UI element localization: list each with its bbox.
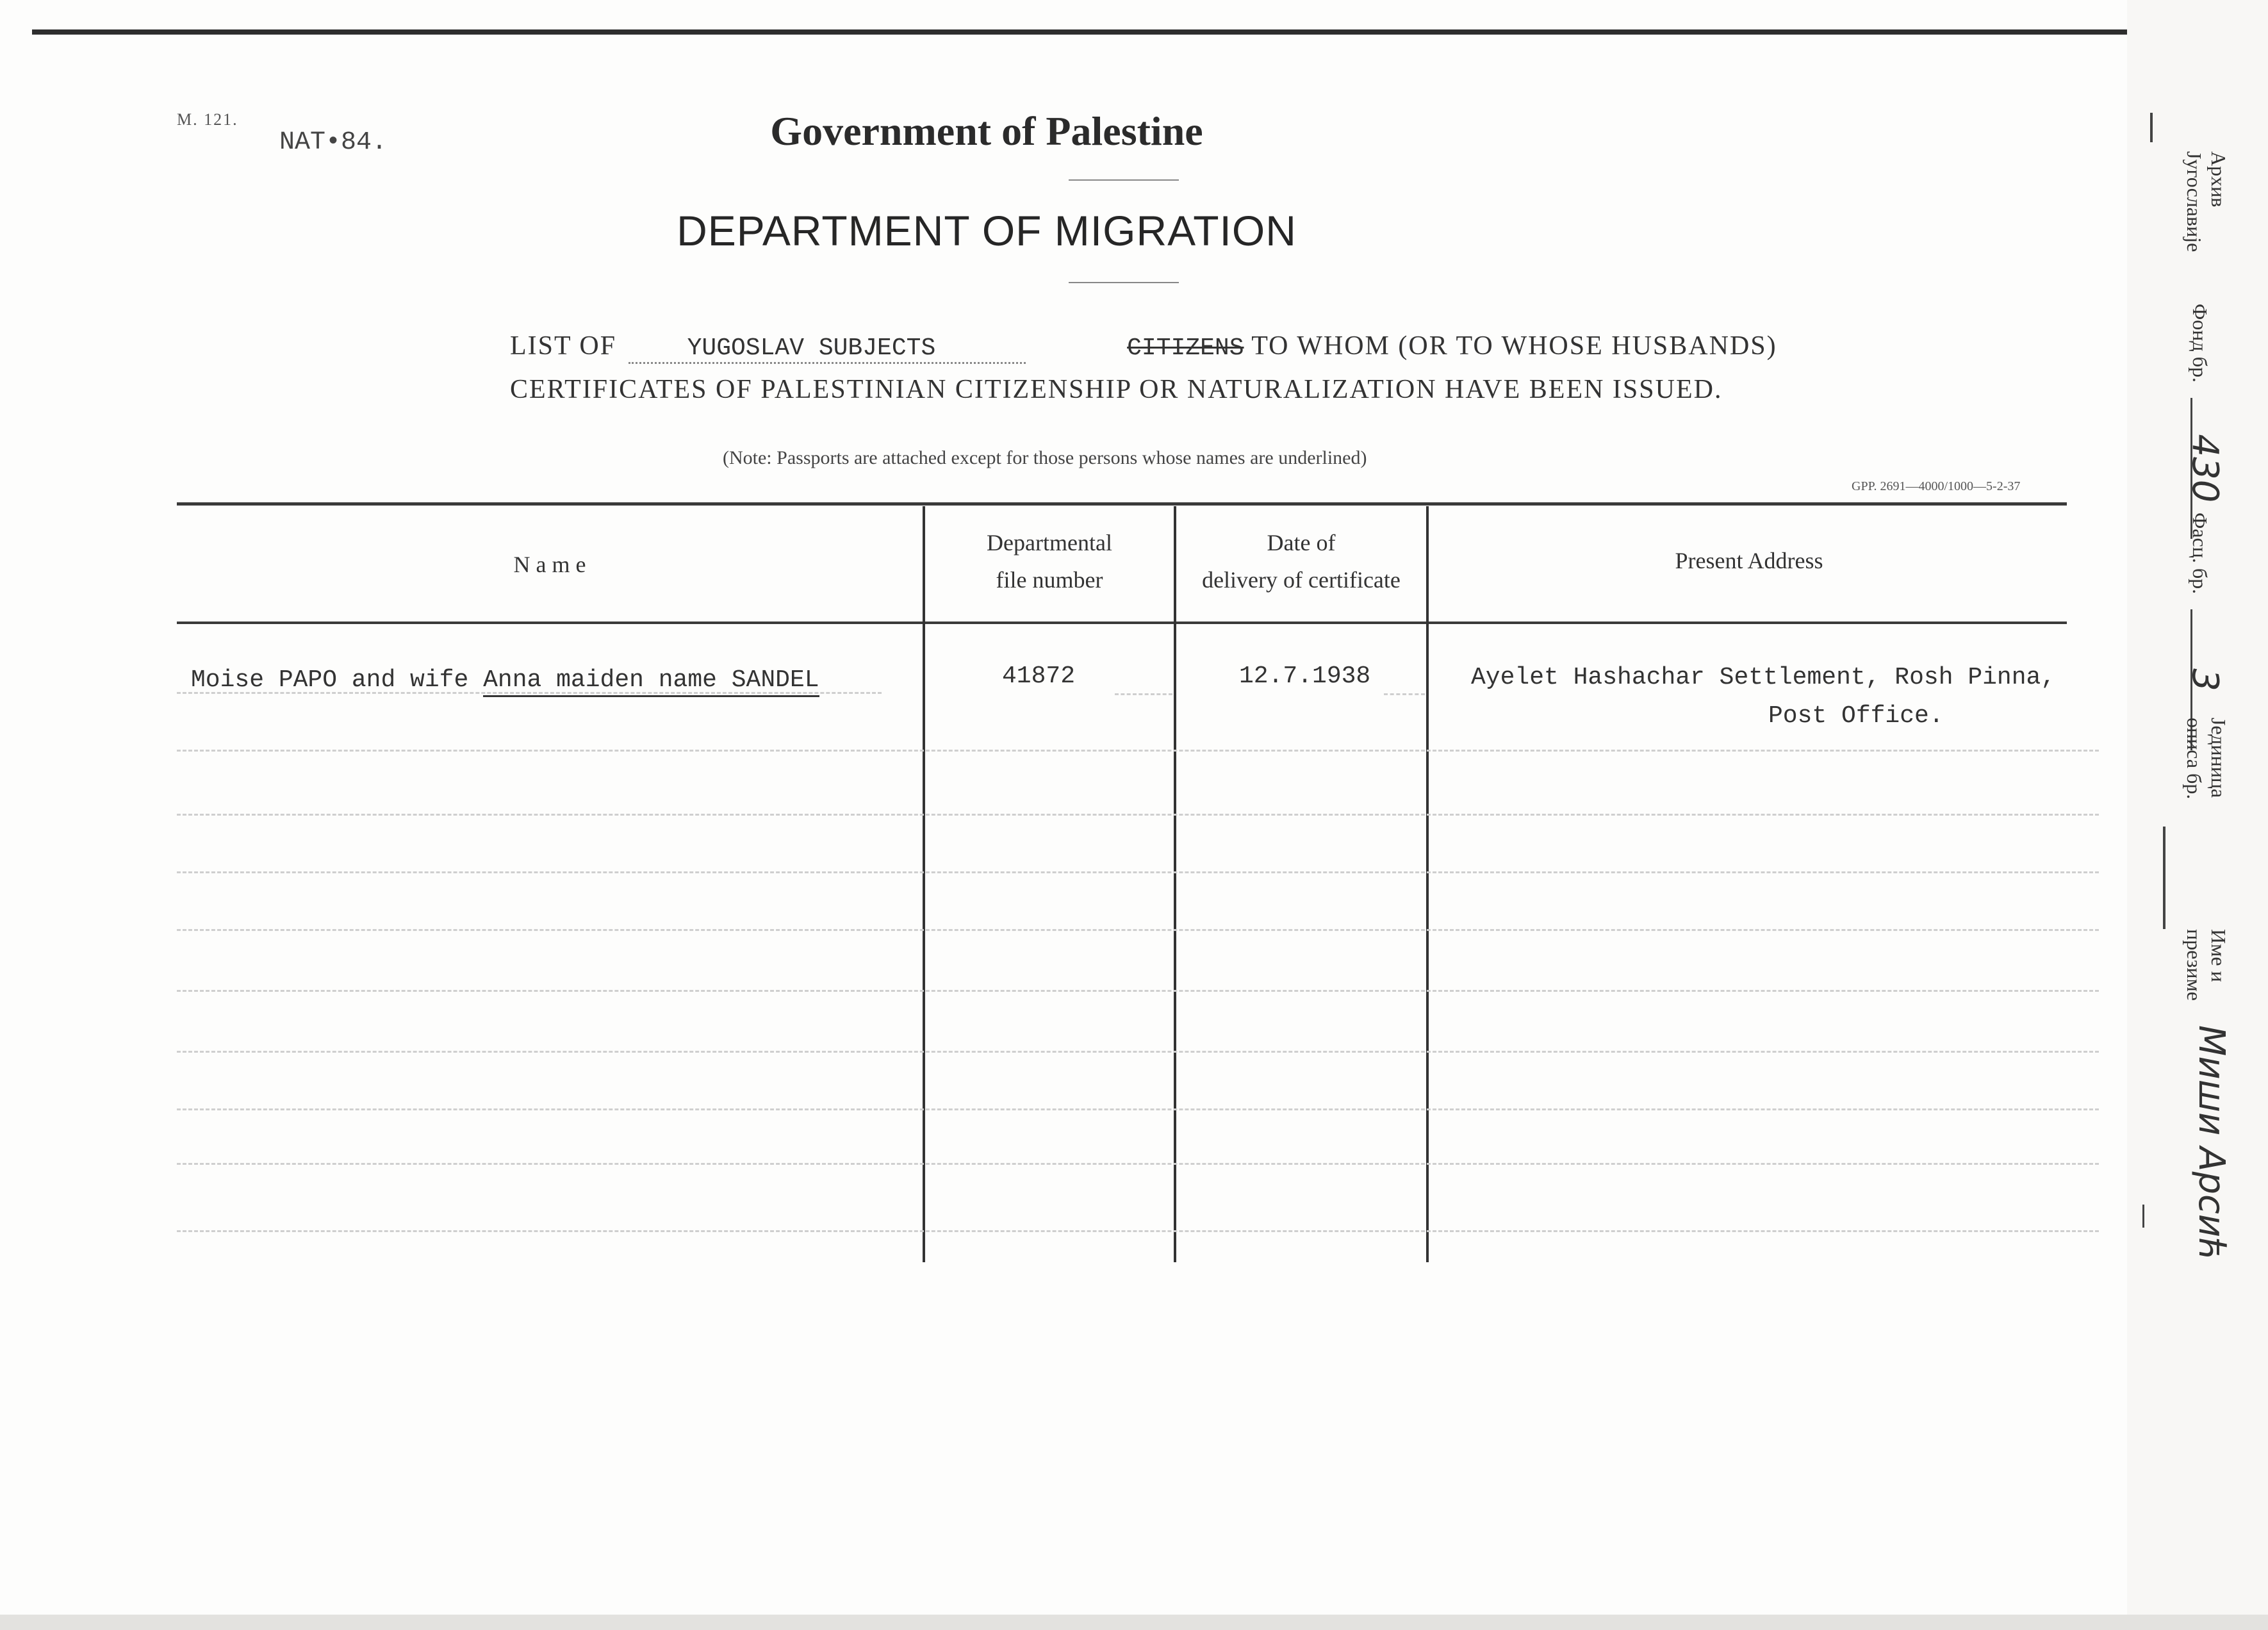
list-statement-line2: CERTIFICATES OF PALESTINIAN CITIZENSHIP OR NATURALIZATION HAVE BEEN ISSUED. <box>510 375 1723 404</box>
header-date <box>1176 524 1426 598</box>
fond-label: Фонд бр. <box>2189 304 2212 383</box>
row-line <box>177 990 2099 993</box>
row-line <box>177 750 2099 753</box>
row-line <box>177 814 2099 817</box>
print-code: GPP. 2691—4000/1000—5-2-37 <box>1852 479 2021 493</box>
header-file-line1: Departmental <box>987 530 1112 556</box>
name-line1: Име и <box>2207 929 2230 982</box>
row-line <box>1384 693 1425 696</box>
nat-stamp: NAT•84. <box>279 128 388 157</box>
margin-mark <box>2142 1205 2144 1228</box>
row-line <box>177 1230 2099 1233</box>
unit-value-line <box>2163 827 2165 929</box>
nationality-field: YUGOSLAV SUBJECTS <box>629 334 1026 364</box>
header-address <box>1429 542 2069 579</box>
delivery-date-value: 12.7.1938 <box>1239 663 1371 690</box>
unit-line1: Јединица <box>2207 718 2230 798</box>
row-line <box>177 871 2099 875</box>
fasc-field <box>2184 513 2226 750</box>
row-line <box>177 1108 2099 1112</box>
archive-label <box>2182 151 2231 252</box>
struck-word: CITIZENS <box>1127 334 1244 362</box>
form-code: M. 121. <box>177 110 238 129</box>
header-date-line2: delivery of certificate <box>1202 567 1401 593</box>
title-divider <box>1069 179 1179 181</box>
unit-field <box>2182 718 2231 799</box>
header-date-line1: Date of <box>1267 530 1336 556</box>
row-line <box>177 1163 2099 1166</box>
list-statement-line1 <box>510 331 1777 364</box>
unit-line2: описа бр. <box>2183 718 2206 800</box>
scan-edge <box>0 1615 2268 1630</box>
row-line <box>177 929 2099 932</box>
header-file-line2: file number <box>996 567 1103 593</box>
top-rule <box>32 29 2127 35</box>
department-title: DEPARTMENT OF MIGRATION <box>677 207 1297 254</box>
name-line2: презиме <box>2183 929 2206 1001</box>
archive-line1: Архив <box>2207 151 2230 208</box>
government-title: Government of Palestine <box>770 108 1203 154</box>
file-number-value: 41872 <box>1002 663 1076 690</box>
row-line <box>1115 693 1172 696</box>
header-file-number <box>925 524 1174 598</box>
address-line2: Post Office. <box>1768 702 1944 730</box>
fond-field <box>2184 304 2226 539</box>
name-plain: Moise PAPO and wife <box>191 666 469 694</box>
list-prefix: LIST OF <box>510 331 617 361</box>
title-divider <box>1069 282 1179 283</box>
archivist-signature: Миши Арсић <box>2190 1025 2232 1261</box>
column-divider <box>1426 506 1429 1262</box>
fasc-value: 3 <box>2190 609 2217 750</box>
row-line <box>177 1051 2099 1054</box>
column-divider <box>923 506 925 1262</box>
archive-line2: Југославије <box>2183 151 2206 252</box>
name-field <box>2182 929 2231 1001</box>
column-divider <box>1174 506 1176 1262</box>
table-top-rule <box>177 502 2067 506</box>
list-suffix: TO WHOM (OR TO WHOSE HUSBANDS) <box>1251 331 1777 361</box>
header-bottom-rule <box>177 622 2067 624</box>
header-name <box>177 546 923 583</box>
passport-note: (Note: Passports are attached except for those persons whose names are underlined) <box>723 447 1367 468</box>
margin-mark <box>2150 113 2153 142</box>
name-underlined: Anna maiden name SANDEL <box>483 666 819 697</box>
fasc-label: Фасц. бр. <box>2189 513 2212 595</box>
header-address-text: Present Address <box>1675 548 1823 573</box>
header-name-text: N a m e <box>513 552 586 577</box>
fond-value: 430 <box>2190 398 2217 539</box>
address-line1: Ayelet Hashachar Settlement, Rosh Pinna, <box>1471 664 2056 691</box>
table-row-name <box>191 666 819 694</box>
